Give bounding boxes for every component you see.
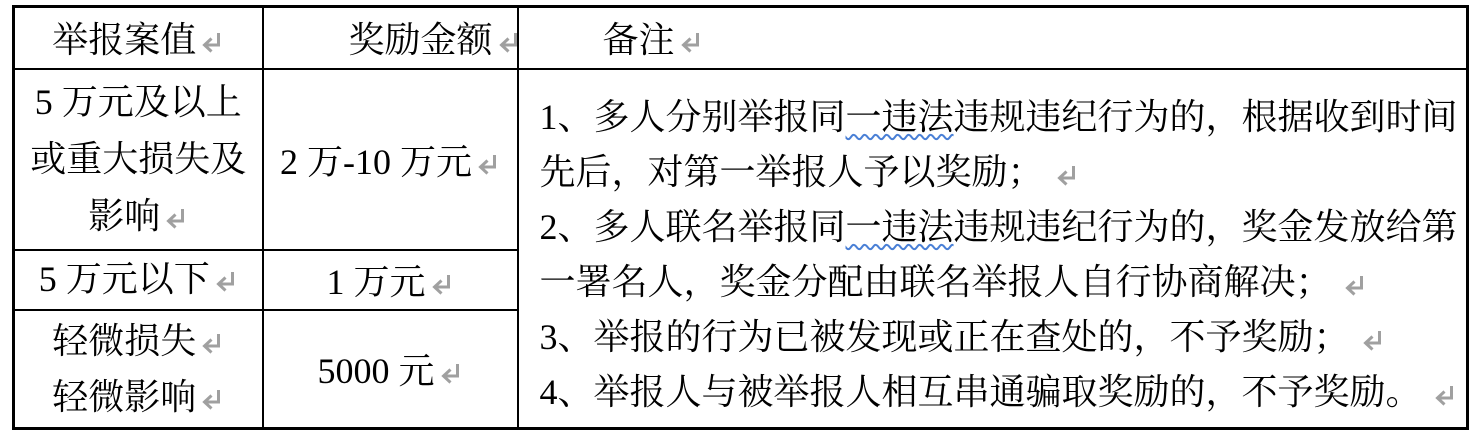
case-value-line: 轻微影响: [15, 369, 262, 425]
remarks-line-1: 1、多人分别举报同一违法违规违纪行为的，根据收到时间: [539, 96, 1458, 137]
case-value-line: 或重大损失及: [30, 138, 247, 179]
remarks-line-3: 2、多人联名举报同一违法违规违纪行为的，奖金发放给第: [539, 206, 1458, 247]
spellcheck-underline: 一违法: [845, 206, 954, 247]
header-label-reward-amount: 奖励金额: [348, 20, 493, 61]
paragraph-mark-icon: [496, 30, 518, 53]
paragraph-mark-icon: [1054, 163, 1079, 186]
paragraph-mark-icon: [438, 361, 463, 384]
case-value-line: 轻微损失: [15, 313, 262, 369]
paragraph-mark-icon: [1432, 383, 1457, 406]
paragraph-mark-icon: [1360, 328, 1385, 351]
case-value-line: 影响: [15, 188, 262, 245]
cell-reward-high: 2 万-10 万元: [263, 69, 518, 250]
remarks-line-2: 先后，对第一举报人予以奖励；: [540, 145, 1458, 200]
paragraph-mark-icon: [429, 272, 454, 295]
cell-case-value-minor: [14, 310, 263, 429]
cell-remarks: [518, 69, 1468, 429]
spellcheck-underline: 一违法: [845, 96, 954, 137]
table-header-row: [14, 7, 1468, 69]
cell-case-value-low: 5 万元以下: [14, 250, 263, 310]
cell-reward-low: 1 万元: [263, 250, 518, 310]
paragraph-mark-icon: [199, 30, 224, 53]
header-label-case-value: 举报案值: [52, 20, 197, 61]
paragraph-mark-icon: [1342, 273, 1367, 296]
paragraph-mark-icon: [475, 152, 500, 175]
table-row-high-value: [14, 69, 1468, 250]
reward-table: [12, 5, 1469, 430]
paragraph-mark-icon: [163, 206, 188, 229]
paragraph-mark-icon: [213, 269, 238, 292]
paragraph-mark-icon: [199, 331, 224, 354]
case-value-line: 5 万元及以上: [34, 81, 242, 122]
paragraph-mark-icon: [678, 30, 703, 53]
header-label-remarks: 备注: [602, 20, 675, 61]
remarks-line-5: 3、举报的行为已被发现或正在查处的，不予奖励；: [540, 310, 1458, 365]
remarks-line-6: 4、举报人与被举报人相互串通骗取奖励的，不予奖励。: [540, 365, 1458, 420]
cell-case-value-high: [14, 69, 263, 250]
paragraph-mark-icon: [199, 387, 224, 410]
header-cell-reward-amount: [263, 7, 518, 69]
cell-reward-minor: 5000 元: [263, 310, 518, 429]
remarks-line-4: 一署名人，奖金分配由联名举报人自行协商解决；: [540, 255, 1458, 310]
header-cell-case-value: [14, 7, 263, 69]
header-cell-remarks: [518, 7, 1468, 69]
